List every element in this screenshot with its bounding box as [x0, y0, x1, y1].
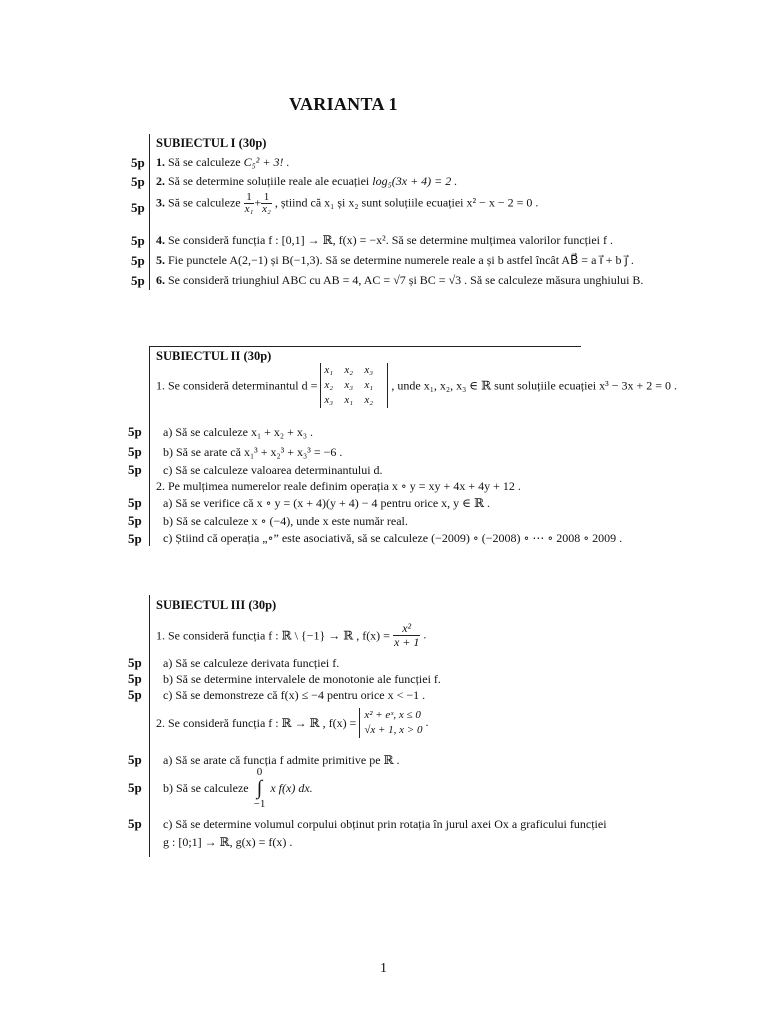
points-label: 5p	[131, 174, 145, 189]
points-label: 5p	[128, 495, 142, 510]
fraction: $\frac{1}{\text{x₂}}$	[262, 191, 271, 215]
s1-item-6: 6. Se consideră triunghiul ABC cu AB = 4, AC = √7 și BC = √3 . Să se calculeze măsura unghiului B.	[156, 273, 644, 287]
section-1-border	[149, 134, 150, 290]
points-label: 5p	[131, 273, 145, 288]
section-3-border	[149, 595, 150, 857]
determinant: x₁ x₂ x₃ x₂ x₃ x₁ x₃ x₁ x₂	[320, 363, 388, 408]
fraction: $\frac{1}{\text{x₁}}$	[244, 191, 254, 215]
points-label: 5p	[131, 253, 145, 268]
s2-item-1b: b) Să se arate că x₁³ + x₂³ + x₃³ = −6 .	[163, 445, 343, 459]
page-number: 1	[380, 961, 387, 976]
s3-item-1a: a) Să se calculeze derivata funcției f.	[163, 656, 340, 670]
s3-item-2c: c) Să se determine volumul corpului obținut prin rotația în jurul axei Ox a graficului funcției	[163, 817, 607, 831]
points-label: 5p	[128, 444, 142, 459]
s3-item-1b: b) Să se determine intervalele de monotonie ale funcției f.	[163, 672, 441, 686]
points-label: 5p	[128, 752, 142, 767]
section-1-heading: SUBIECTUL I (30p)	[156, 136, 267, 150]
points-label: 5p	[131, 155, 145, 170]
s2-item-2c: c) Știind că operația „∘” este asociativă, să se calculeze (−2009) ∘ (−2008) ∘ ⋯ ∘ 2008 ∘ 2009 .	[163, 531, 623, 545]
s3-item-2a: a) Să se arate că funcția f admite primitive pe ℝ .	[163, 753, 400, 767]
section-2-heading: SUBIECTUL II (30p)	[156, 349, 272, 363]
page-title: VARIANTA 1	[289, 94, 398, 114]
integral-sign: 0 ∫ −1	[253, 766, 266, 810]
s2-item-2a: a) Să se verifice că x ∘ y = (x + 4)(y + 4) − 4 pentru orice x, y ∈ ℝ .	[163, 496, 491, 510]
s3-item-2c-line2: g : [0;1] → ℝ, g(x) = f(x) .	[163, 835, 293, 849]
points-label: 5p	[128, 780, 142, 795]
s3-item-2b: b) Să se calculeze 0 ∫ −1 x f(x) dx.	[163, 766, 313, 810]
s3-item-1c: c) Să se demonstreze că f(x) ≤ −4 pentru orice x < −1 .	[163, 688, 426, 702]
s1-item-2: 2. Să se determine soluțiile reale ale ecuației log₅(3x + 4) = 2 .	[156, 174, 458, 188]
s2-item-2b: b) Să se calculeze x ∘ (−4), unde x este număr real.	[163, 514, 408, 528]
s1-item-4: 4. Se consideră funcția f : [0,1] → ℝ, f(x) = −x². Să se determine mulțimea valorilor funcției f .	[156, 233, 613, 247]
s3-intro-2: 2. Se consideră funcția f : ℝ → ℝ , f(x) = x² + eˣ, x ≤ 0 √x + 1, x > 0 .	[156, 709, 429, 736]
piecewise-brace: x² + eˣ, x ≤ 0 √x + 1, x > 0	[359, 708, 422, 738]
section-3-heading: SUBIECTUL III (30p)	[156, 598, 277, 612]
fraction: $\frac{\text{x²}}{x + 1}$	[393, 621, 420, 649]
s1-item-1: 1. Să se calculeze C₅² + 3! .	[156, 155, 290, 169]
points-label: 5p	[128, 687, 142, 702]
section-2-border	[149, 346, 150, 546]
points-label: 5p	[131, 200, 145, 215]
points-label: 5p	[128, 531, 142, 546]
points-label: 5p	[128, 462, 142, 477]
points-label: 5p	[128, 424, 142, 439]
s2-item-1c: c) Să se calculeze valoarea determinantului d.	[163, 463, 383, 477]
s2-item-1a: a) Să se calculeze x₁ + x₂ + x₃ .	[163, 425, 314, 439]
s2-intro-2: 2. Pe mulțimea numerelor reale definim operația x ∘ y = xy + 4x + 4y + 12 .	[156, 479, 521, 493]
s3-intro-1: 1. Se consideră funcția f : ℝ \ {−1} → ℝ , f(x) = $\frac{\text{x²}}{x + 1}$ .	[156, 621, 427, 649]
points-label: 5p	[128, 513, 142, 528]
section-2-rule	[149, 346, 581, 347]
s1-item-3: 3. Să se calculeze $\frac{1}{\text{x₁}}$ + $\frac{1}{\text{x₂}}$ , știind că x₁ și x₂ sunt soluțiile ecuației x² − x − 2 = 0 .	[156, 191, 539, 215]
points-label: 5p	[128, 655, 142, 670]
points-label: 5p	[128, 671, 142, 686]
s2-intro-1: 1. Se consideră determinantul d = x₁ x₂ x₃ x₂ x₃ x₁ x₃ x₁ x₂ , unde x₁, x₂, x₃ ∈ ℝ sunt soluțiile ecuației x³ − 3x + 2 = 0 .	[156, 364, 677, 406]
points-label: 5p	[131, 233, 145, 248]
s1-item-5: 5. Fie punctele A(2,−1) și B(−1,3). Să se determine numerele reale a și b astfel încât AB⃗ = a i⃗ + b j⃗ .	[156, 253, 634, 267]
points-label: 5p	[128, 816, 142, 831]
